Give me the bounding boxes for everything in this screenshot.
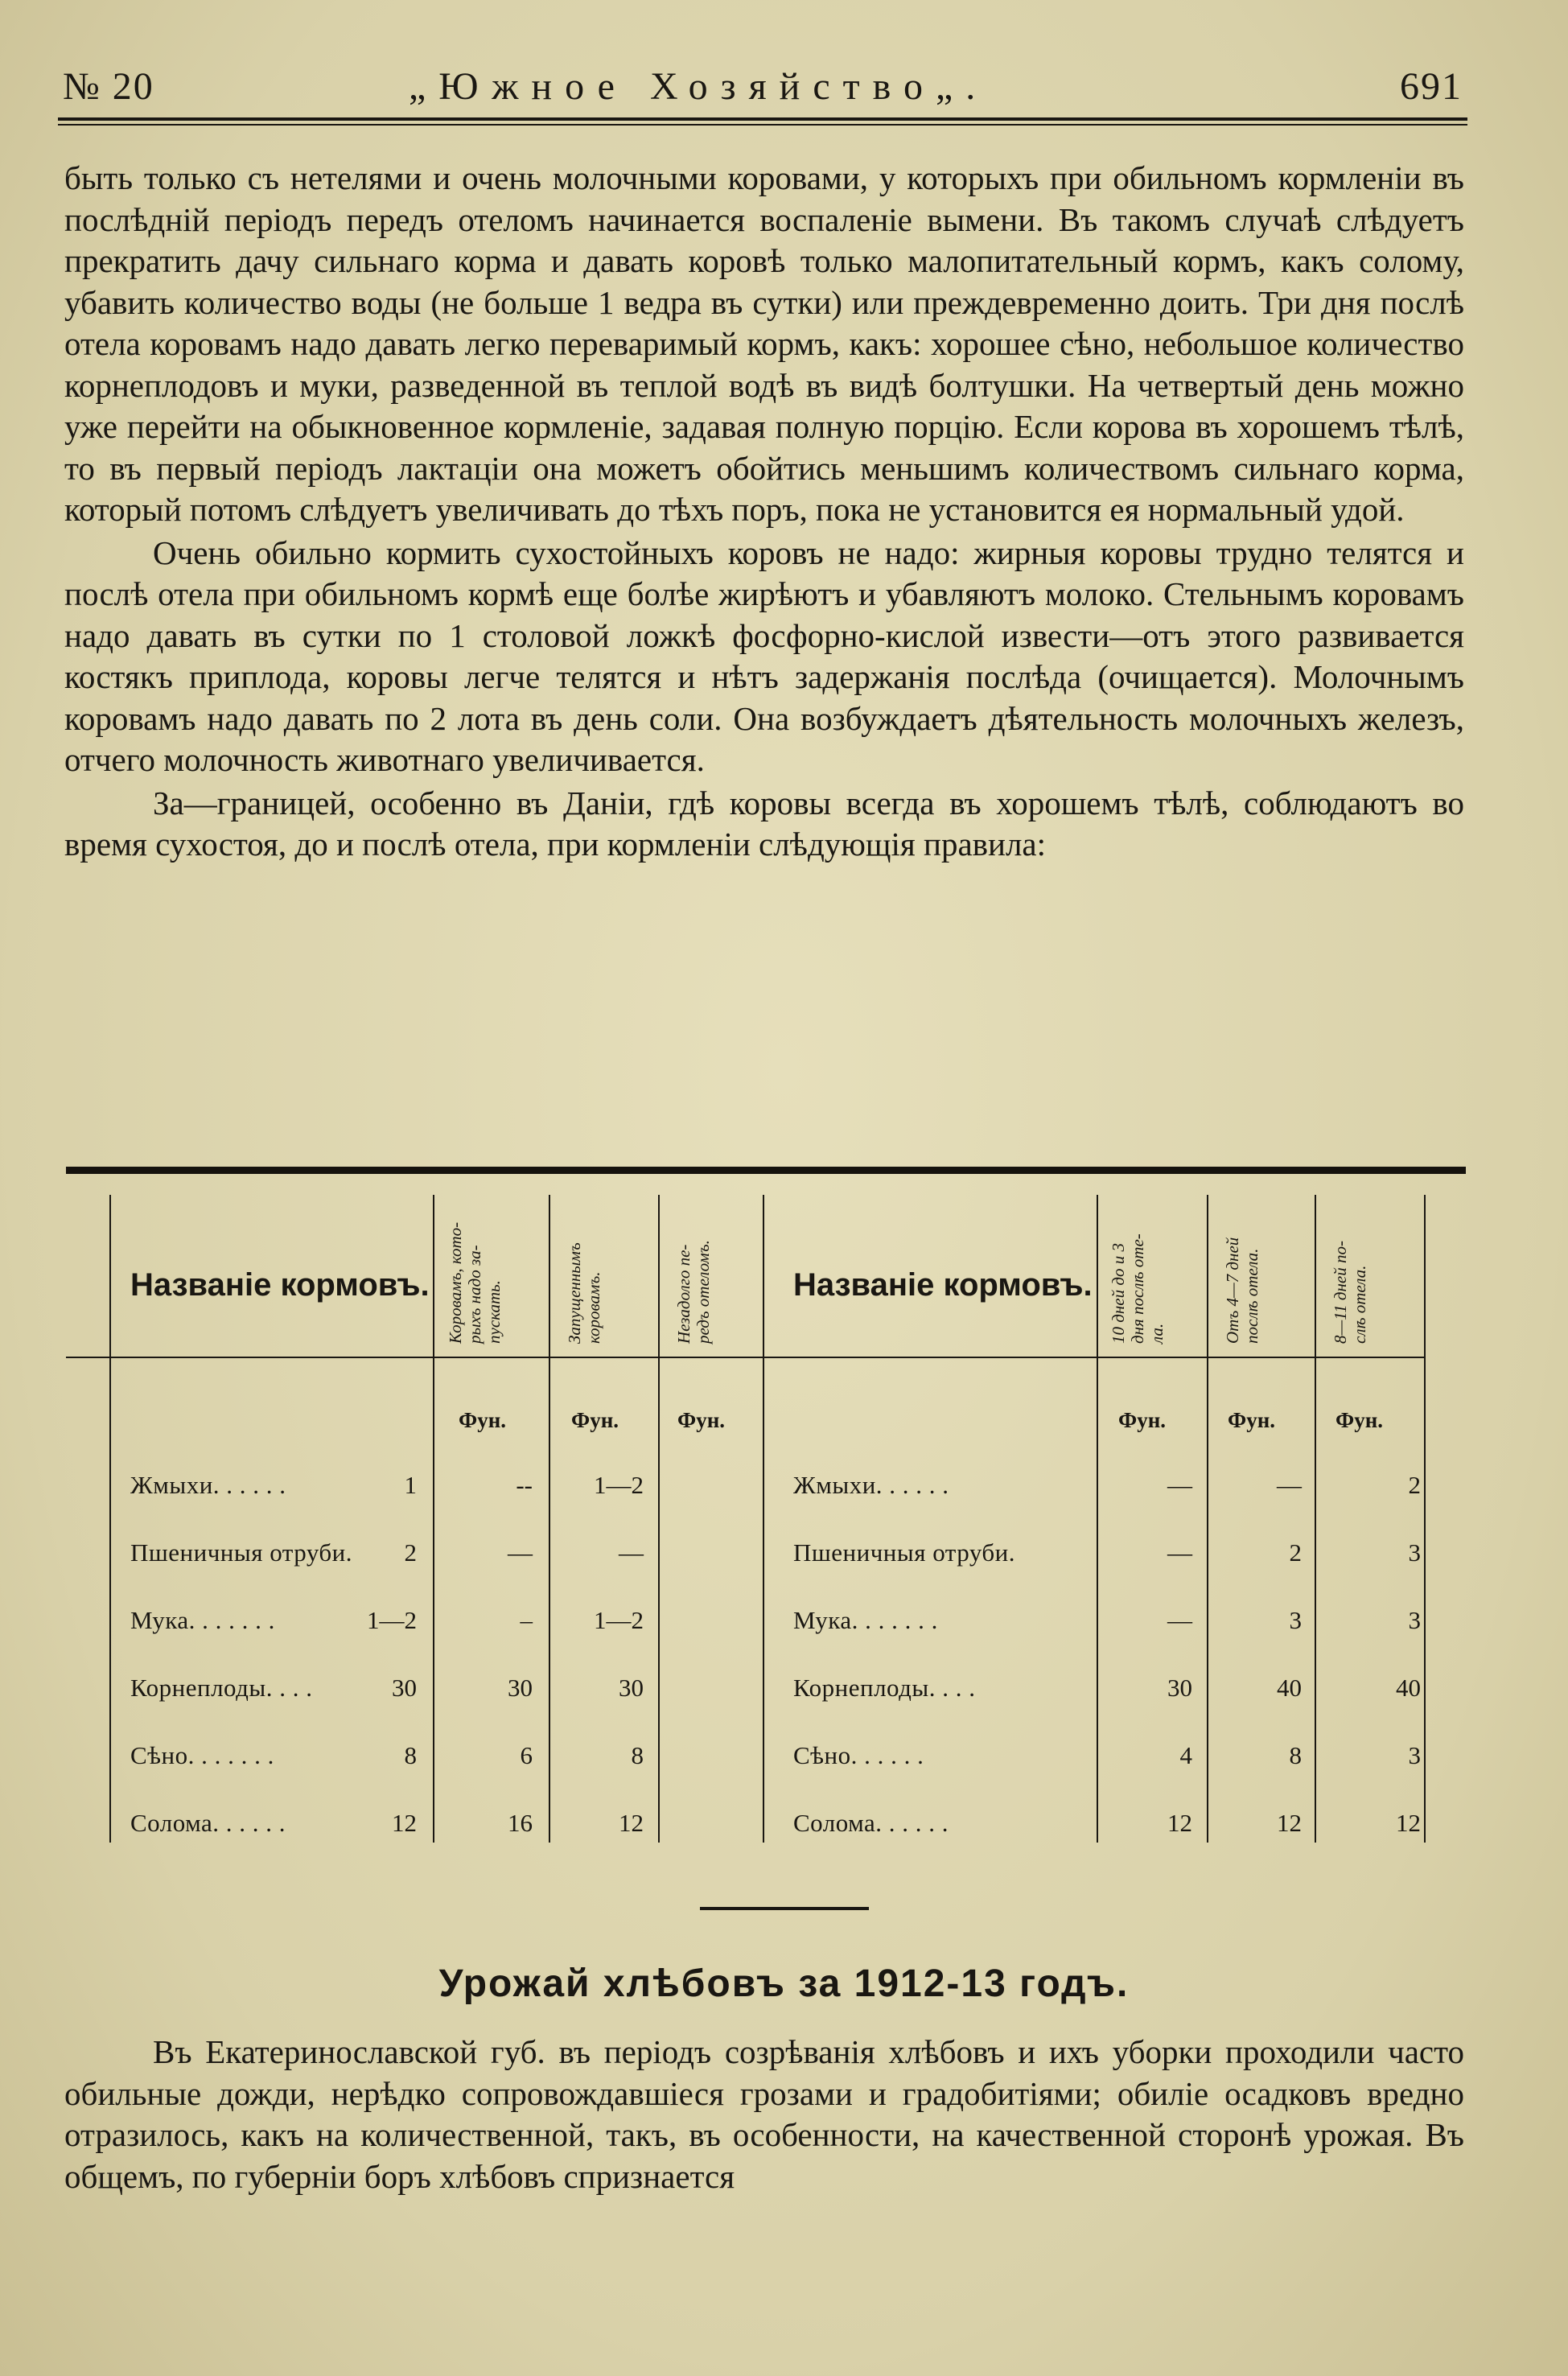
feed-value-right: — <box>1167 1471 1192 1499</box>
unit-label: Фун. <box>1335 1408 1383 1432</box>
unit-label: Фун. <box>459 1408 506 1432</box>
feed-value-left: 6 <box>520 1741 533 1769</box>
feed-value-left: 30 <box>392 1674 417 1702</box>
feed-value-right: 12 <box>1277 1809 1302 1837</box>
col-head-4: 10 дней до и 3 дня послѣ оте- ла. <box>1109 1233 1167 1344</box>
section-title: Урожай хлѣбовъ за 1912-13 годъ. <box>438 1962 1130 2005</box>
feed-value-right: 2 <box>1289 1538 1302 1567</box>
feed-name-left: Мука. . . . . . . <box>130 1606 275 1634</box>
col-head-1: Коровамъ, кото- рыхъ надо за- пускать. <box>446 1221 504 1344</box>
feed-value-right: 8 <box>1289 1741 1302 1769</box>
feed-value-right: 3 <box>1408 1741 1421 1769</box>
unit-label: Фун. <box>677 1408 725 1432</box>
feed-value-left: 1—2 <box>594 1606 644 1634</box>
feed-name-right: Мука. . . . . . . <box>793 1606 938 1634</box>
feed-value-right: 12 <box>1167 1809 1192 1837</box>
feed-value-right: 3 <box>1408 1606 1421 1634</box>
feed-value-left: 8 <box>404 1741 417 1769</box>
unit-label: Фун. <box>1118 1408 1166 1432</box>
feed-value-right: 4 <box>1179 1741 1192 1769</box>
feed-value-right: 3 <box>1289 1606 1302 1634</box>
feed-name-left: Сѣно. . . . . . . <box>130 1741 274 1769</box>
feed-value-left: – <box>520 1606 533 1634</box>
table-top-rule <box>66 1167 1466 1174</box>
unit-label: Фун. <box>1228 1408 1275 1432</box>
section-paragraph: Въ Екатеринославской губ. въ періодъ созрѣванія хлѣбовъ и ихъ уборки проходили часто обильные дожди, нерѣдко сопровождавшіеся грозами и градобитіями; обиліе осадковъ вредно отразилось, какъ на количественной, такъ, въ особенности, на качественной сторонѣ урожая. Въ общемъ, по губерніи боръ хлѣбовъ спризнается <box>64 2033 1464 2195</box>
feed-value-left: 8 <box>631 1741 644 1769</box>
feed-value-left: 1—2 <box>367 1606 417 1634</box>
feed-name-right: Жмыхи. . . . . . <box>793 1471 949 1499</box>
feed-value-right: 30 <box>1167 1674 1192 1702</box>
paragraph-2: Очень обильно кормить сухостойныхъ коровъ не надо: жирныя коровы трудно телятся и послѣ отела при обильномъ кормѣ еще болѣе жирѣютъ и убавляютъ молоко. Стельнымъ коровамъ надо давать въ сутки по 1 столовой ложкѣ фосфорно-кислой извести—отъ этого развивается костякъ приплода, коровы легче телятся и нѣтъ задержанія послѣда (очищается). Молочнымъ коровамъ надо давать по 2 лота въ день соли. Она возбуждаетъ дѣятельность молочныхъ железъ, отчего молочность животнаго увеличивается. <box>64 533 1464 778</box>
feed-value-left: 16 <box>508 1809 533 1837</box>
col-head-2: Запущеннымъ коровамъ. <box>565 1242 603 1344</box>
col-head-5: Отъ 4—7 дней послѣ отела. <box>1223 1237 1261 1344</box>
feed-value-left: — <box>508 1538 533 1567</box>
paragraph-3: За—границей, особенно въ Даніи, гдѣ коровы всегда въ хорошемъ тѣлѣ, соблюдаютъ во время сухостоя, до и послѣ отела, при кормленіи слѣдующія правила: <box>64 784 1464 863</box>
feed-name-left: Пшеничныя отруби. <box>130 1538 353 1567</box>
feed-name-right: Пшеничныя отруби. <box>793 1538 1016 1567</box>
feed-value-left: 12 <box>392 1809 417 1837</box>
feed-value-right: 12 <box>1396 1809 1421 1837</box>
feed-value-left: — <box>619 1538 644 1567</box>
header-rule-top <box>58 117 1467 121</box>
page-number: 691 <box>1400 65 1463 108</box>
paragraph-1: быть только съ нетелями и очень молочными коровами, у которыхъ при обильномъ кормленіи въ послѣдній періодъ передъ отеломъ начинается воспаленіе вымени. Въ такомъ случаѣ слѣдуетъ прекратить дачу сильнаго корма и давать коровѣ только малопитательный кормъ, какъ солому, убавить количество воды (не больше 1 ведра въ сутки) или преждевременно доить. Три дня послѣ отела коровамъ надо давать легко переваримый кормъ, какъ: хорошее сѣно, небольшое количество корнеплодовъ и муки, разведенной въ теплой водѣ въ видѣ болтушки. На четвертый день можно уже перейти на обыкновенное кормленіе, задавая полную порцію. Если корова въ хорошемъ тѣлѣ, то въ первый періодъ лактаціи она можетъ обойтись меньшимъ количествомъ сильнаго корма, который потомъ слѣдуетъ увеличивать до тѣхъ поръ, пока не установится ея нормальный удой. <box>64 159 1464 528</box>
feed-name-right: Корнеплоды. . . . <box>793 1674 976 1702</box>
feed-value-right: 40 <box>1396 1674 1421 1702</box>
journal-title: „Южное Хозяйство„. <box>409 65 989 108</box>
unit-label: Фун. <box>571 1408 619 1432</box>
feeding-table <box>66 1167 1466 1867</box>
section-divider <box>700 1907 869 1910</box>
feed-value-right: — <box>1277 1471 1302 1499</box>
feed-value-right: 3 <box>1408 1538 1421 1567</box>
feed-value-right: — <box>1167 1606 1192 1634</box>
feed-name-left: Жмыхи. . . . . . <box>130 1471 286 1499</box>
feed-value-left: 12 <box>619 1809 644 1837</box>
feed-value-left: 30 <box>508 1674 533 1702</box>
section-body <box>64 2032 1464 2197</box>
feed-value-left: 2 <box>404 1538 417 1567</box>
feed-value-right: — <box>1167 1538 1192 1567</box>
feed-value-right: 40 <box>1277 1674 1302 1702</box>
issue-number: № 20 <box>63 65 154 108</box>
feed-value-left: 1 <box>404 1471 417 1499</box>
feed-name-left: Корнеплоды. . . . <box>130 1674 313 1702</box>
article-body <box>64 158 1464 866</box>
feed-name-right: Солома. . . . . . <box>793 1809 949 1837</box>
page-header <box>63 64 1463 113</box>
feed-value-left: -- <box>516 1471 533 1499</box>
name-header-right: Названіе кормовъ. <box>793 1267 1093 1303</box>
col-head-6: 8—11 дней по- слѣ отела. <box>1331 1241 1369 1344</box>
feed-name-left: Солома. . . . . . <box>130 1809 286 1837</box>
feed-name-right: Сѣно. . . . . . <box>793 1741 924 1769</box>
feed-value-left: 30 <box>619 1674 644 1702</box>
feed-value-left: 1—2 <box>594 1471 644 1499</box>
name-header-left: Названіе кормовъ. <box>130 1267 430 1303</box>
col-head-3: Незадолго пе- редъ отеломъ. <box>674 1240 713 1344</box>
header-rule-bottom <box>58 124 1467 126</box>
feed-value-right: 2 <box>1408 1471 1421 1499</box>
